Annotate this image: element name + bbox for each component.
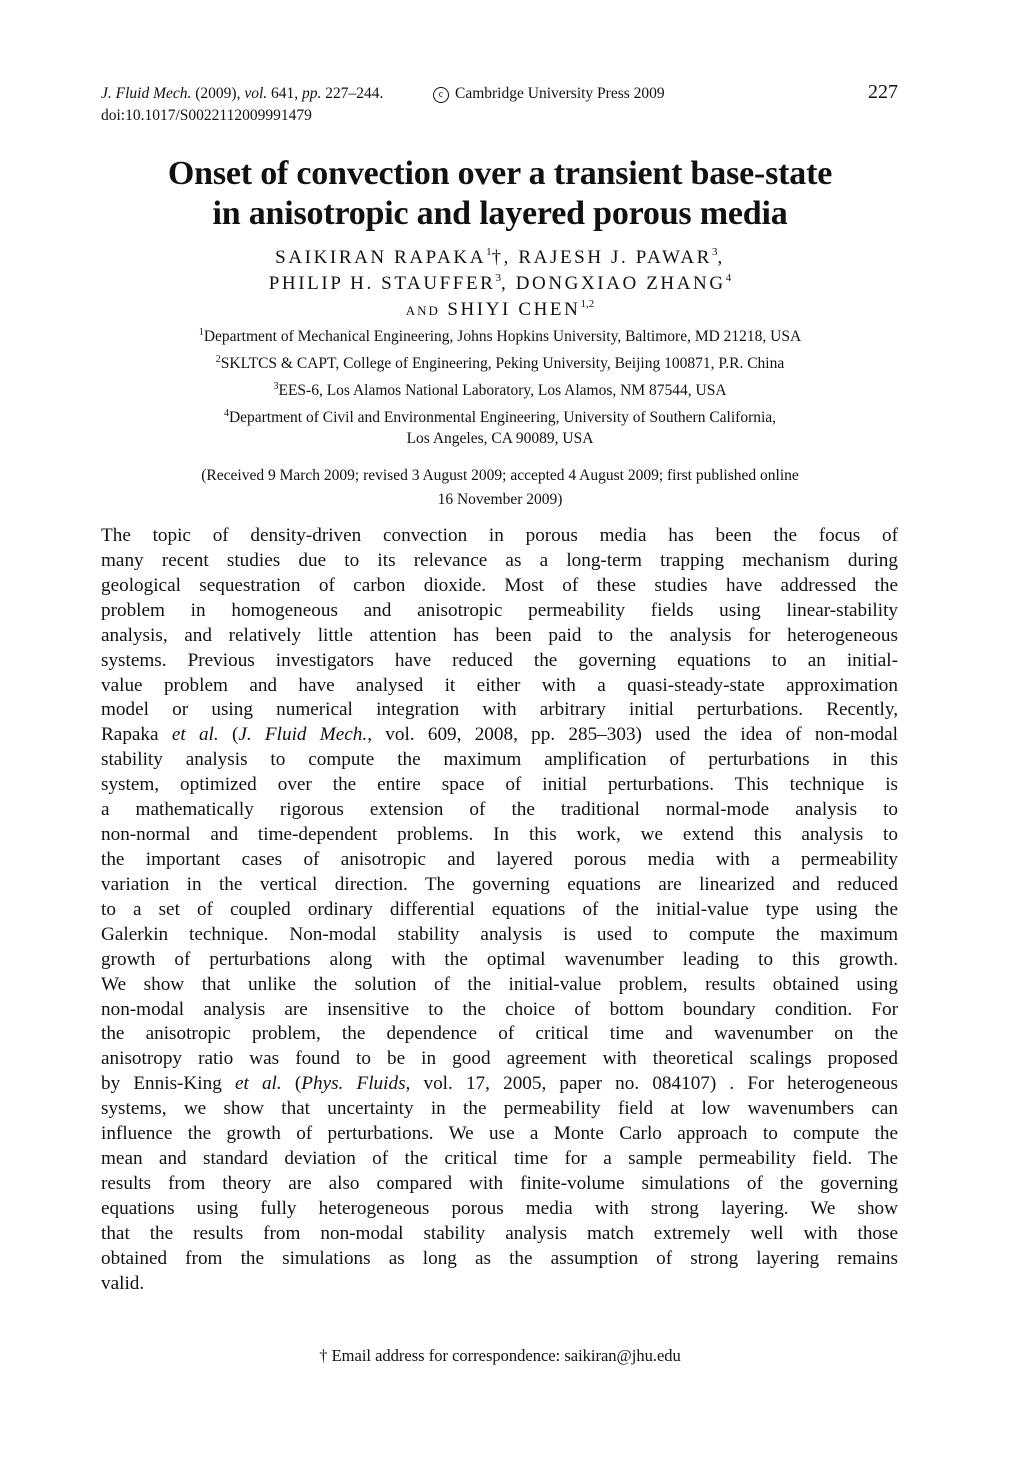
pages-label: pp.: [302, 85, 322, 102]
abstract-line: influence the growth of perturbations. We use a Monte Carlo approach to compute the: [101, 1123, 898, 1145]
et-al: et al.: [171, 724, 219, 746]
copyright-notice: [433, 84, 665, 104]
citation-details: , vol. 17, 2005, paper no. 084107) . For heterogeneous: [405, 1073, 898, 1095]
abstract-line: growth of perturbations along with the optimal wavenumber leading to this growth.: [101, 948, 898, 970]
footnote-text: Email address for correspondence: saikiran@jhu.edu: [331, 1346, 681, 1365]
author-affiliation-mark: 3: [711, 246, 718, 258]
corresponding-author-mark: †,: [491, 247, 512, 268]
journal-citation: [101, 84, 383, 104]
affiliation-text: SKLTCS & CAPT, College of Engineering, Peking University, Beijing 100871, P.R. China: [220, 355, 785, 372]
correspondence-footnote: [60, 1345, 940, 1367]
dagger-mark: †: [319, 1346, 328, 1365]
citation-details: , vol. 609, 2008, pp. 285–303) used the idea of non-modal: [367, 724, 899, 746]
abstract-line: non-modal analysis are insensitive to the choice of bottom boundary condition. For: [101, 998, 898, 1020]
author-reference: by Ennis-King: [101, 1073, 222, 1095]
abstract-line: The topic of density-driven convection in porous media has been the focus of: [101, 525, 898, 546]
author-reference: Rapaka: [101, 724, 159, 746]
abstract-line: We show that unlike the solution of the initial-value problem, results obtained using: [101, 973, 898, 995]
journal-reference: J. Fluid Mech.: [238, 724, 368, 746]
affiliation-4-continued: Los Angeles, CA 90089, USA: [406, 430, 594, 447]
abstract-line: stability analysis to compute the maximum amplification of perturbations in this: [101, 749, 898, 771]
citation-year: (2009),: [195, 85, 241, 102]
affiliation-1: [60, 326, 940, 347]
affiliation-number: 3: [273, 381, 279, 392]
paper-title-line-1: Onset of convection over a transient base-state: [167, 155, 833, 192]
page-range: 227–244.: [325, 85, 384, 102]
abstract-line: non-normal and time-dependent problems. In this work, we extend this analysis to: [101, 824, 898, 846]
affiliation-number: 2: [215, 354, 221, 365]
abstract-line: the important cases of anisotropic and layered porous media with a permeability: [101, 848, 898, 870]
abstract-line: model or using numerical integration with arbitrary initial perturbations. Recently,: [101, 699, 898, 721]
affiliation-number: 4: [223, 408, 229, 419]
author-separator: ,: [500, 273, 509, 294]
volume-label: vol.: [244, 85, 268, 102]
abstract-line: mean and standard deviation of the critical time for a sample permeability field. The: [101, 1148, 898, 1170]
page-number: 227: [868, 81, 898, 103]
abstract-line: analysis, and relatively little attention has been paid to the analysis for heterogeneous: [101, 624, 898, 646]
journal-name: J. Fluid Mech.: [101, 85, 192, 102]
abstract-line: equations using fully heterogeneous porous media with strong layering. We show: [101, 1197, 898, 1219]
author-line-2: [60, 272, 940, 296]
author-affiliation-mark: 3: [495, 272, 501, 284]
affiliation-3: [60, 380, 940, 401]
author-name: SHIYI CHEN: [447, 299, 581, 320]
author-affiliation-mark: 1: [486, 246, 492, 258]
affiliation-4: [60, 407, 940, 428]
author-affiliation-mark: 1,2: [580, 298, 595, 310]
abstract-line: that the results from non-modal stability analysis match extremely well with those: [101, 1222, 898, 1244]
paper-title-line-2: in anisotropic and layered porous media: [212, 195, 788, 232]
volume-number: 641,: [271, 85, 299, 102]
doi: doi:10.1017/S0022112009991479: [101, 107, 312, 124]
author-name: RAJESH J. PAWAR: [518, 247, 712, 268]
abstract-line: [101, 723, 898, 748]
author-name: PHILIP H. STAUFFER: [268, 273, 496, 294]
author-line-1: [60, 246, 940, 270]
abstract-line: anisotropy ratio was found to be in good agreement with theoretical scalings proposed: [101, 1048, 898, 1070]
copyright-icon: c: [433, 87, 449, 103]
open-paren: (: [231, 724, 239, 746]
abstract-line: valid.: [101, 1272, 145, 1294]
received-dates: (Received 9 March 2009; revised 3 August 2009; accepted 4 August 2009; first published online: [201, 467, 799, 484]
author-line-3: [60, 298, 940, 323]
affiliation-number: 1: [198, 327, 204, 338]
affiliation-2: [60, 353, 940, 374]
copyright-text: Cambridge University Press 2009: [455, 85, 665, 102]
abstract-line: geological sequestration of carbon dioxide. Most of these studies have addressed the: [101, 574, 898, 596]
abstract-line: a mathematically rigorous extension of the traditional normal-mode analysis to: [101, 799, 898, 821]
received-dates-continued: 16 November 2009): [437, 491, 563, 508]
abstract: [101, 524, 898, 1297]
abstract-line: many recent studies due to its relevance as a long-term trapping mechanism during: [101, 549, 898, 571]
abstract-line: systems, we show that uncertainty in the permeability field at low wavenumbers can: [101, 1098, 898, 1120]
author-affiliation-mark: 4: [725, 272, 732, 284]
abstract-line: variation in the vertical direction. The governing equations are linearized and reduced: [101, 873, 898, 895]
affiliation-text: EES-6, Los Alamos National Laboratory, Los Alamos, NM 87544, USA: [278, 382, 727, 399]
journal-reference: Phys. Fluids: [301, 1073, 406, 1095]
abstract-line: the anisotropic problem, the dependence of critical time and wavenumber on the: [101, 1023, 898, 1045]
author-separator: ,: [717, 247, 725, 268]
open-paren: (: [294, 1073, 302, 1095]
abstract-line: obtained from the simulations as long as the assumption of strong layering remains: [101, 1247, 898, 1269]
abstract-line: [101, 1072, 898, 1097]
abstract-line: value problem and have analysed it either with a quasi-steady-state approximation: [101, 674, 898, 696]
and-word: AND: [405, 303, 440, 318]
author-name: SAIKIRAN RAPAKA: [275, 247, 487, 268]
affiliation-text: Department of Mechanical Engineering, Johns Hopkins University, Baltimore, MD 21218, USA: [203, 328, 802, 345]
et-al: et al.: [234, 1073, 282, 1095]
abstract-line: system, optimized over the entire space of initial perturbations. This technique is: [101, 774, 898, 796]
abstract-line: Galerkin technique. Non-modal stability analysis is used to compute the maximum: [101, 923, 898, 945]
abstract-line: results from theory are also compared with finite-volume simulations of the governing: [101, 1172, 898, 1194]
abstract-line: problem in homogeneous and anisotropic permeability fields using linear-stability: [101, 599, 898, 621]
author-name: DONGXIAO ZHANG: [515, 273, 726, 294]
abstract-line: systems. Previous investigators have reduced the governing equations to an initial-: [101, 649, 898, 671]
affiliation-text: Department of Civil and Environmental Engineering, University of Southern California,: [228, 409, 777, 426]
abstract-line: to a set of coupled ordinary differential equations of the initial-value type using the: [101, 898, 898, 920]
